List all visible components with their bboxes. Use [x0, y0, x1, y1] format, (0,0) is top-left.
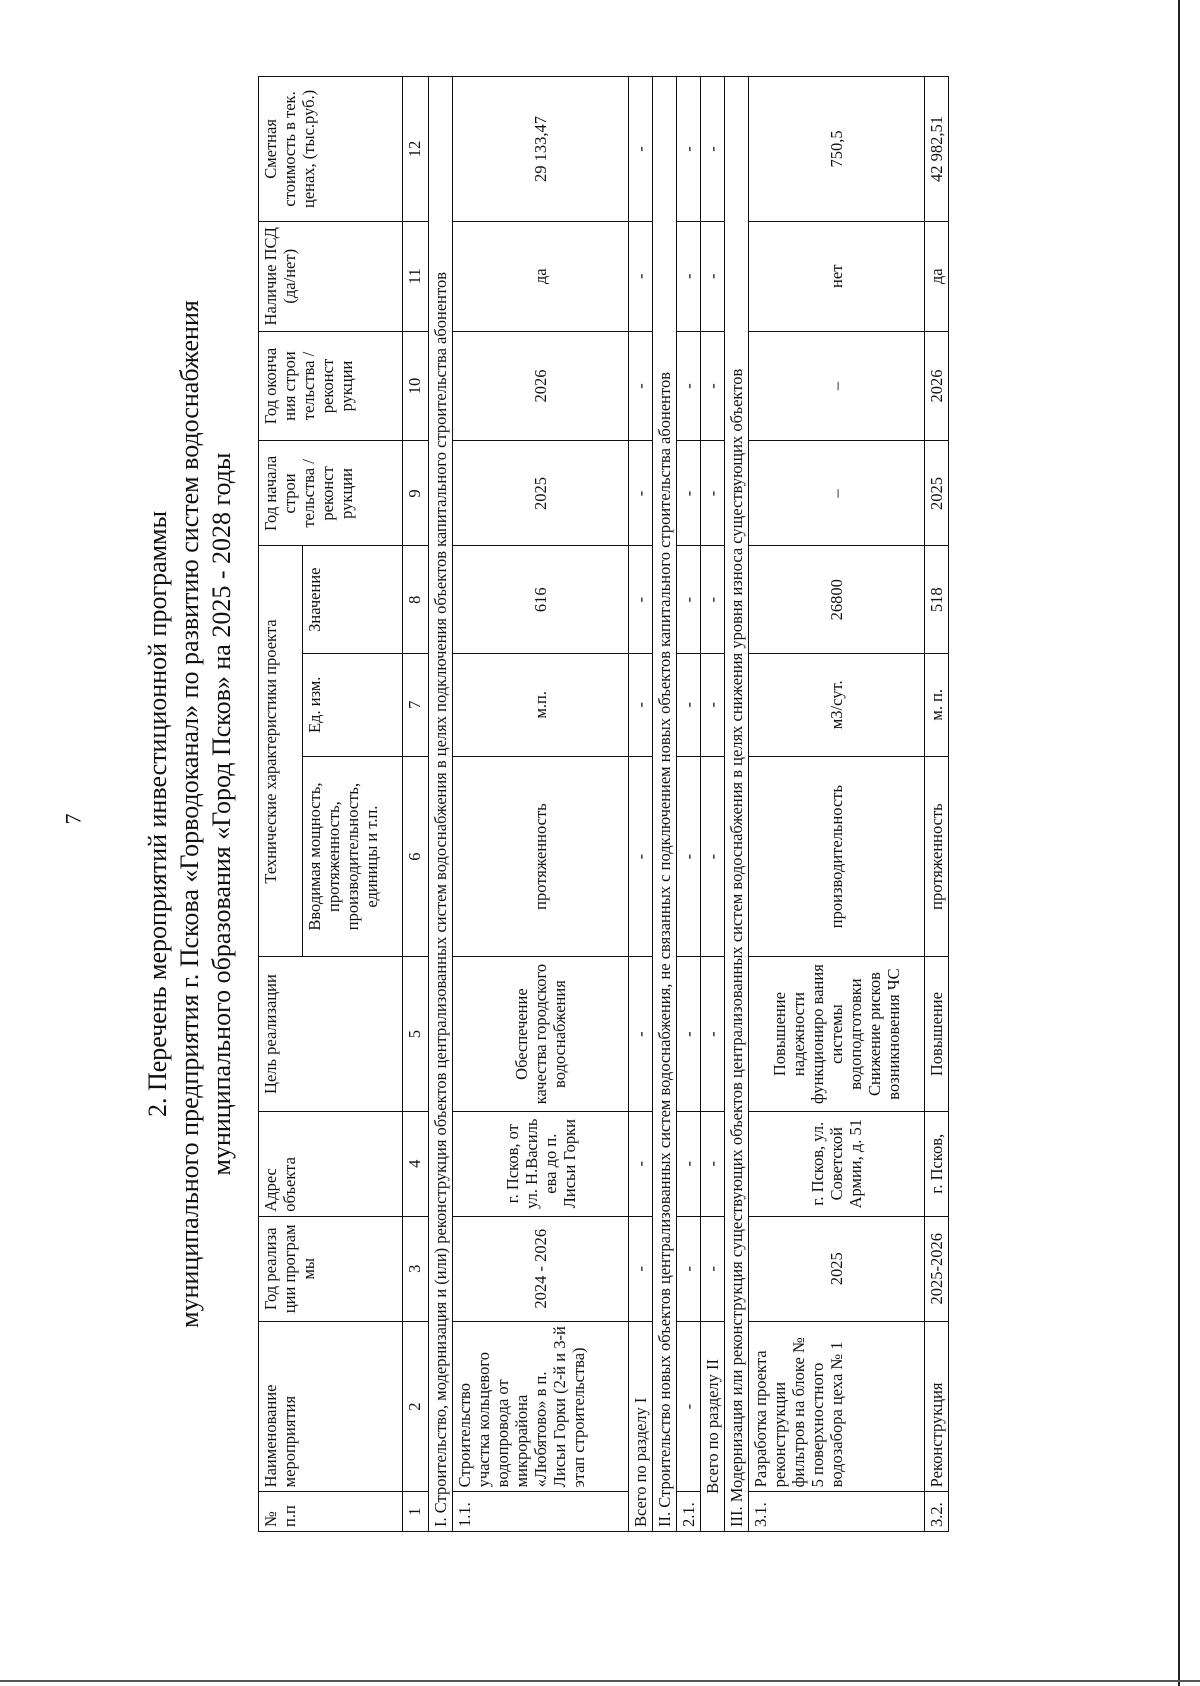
cell-dash: -: [701, 77, 725, 222]
cell-unit: м3/сут.: [749, 653, 925, 756]
cell-dash: -: [701, 331, 725, 441]
cell-dash: -: [677, 546, 701, 653]
cell-dash: -: [677, 1216, 701, 1321]
section-title: II. Строительство новых объектов централизованных систем водоснабжения, не связанных с подключением новых объектов капитального строительства абонентов: [653, 77, 677, 1532]
header-cell: Год оконча ния строи тельства /реконст рукции: [259, 331, 403, 441]
header-cell: Адрес объекта: [259, 1111, 403, 1216]
cell-dash: -: [677, 653, 701, 756]
cell-address: г. Псков, от ул. Н.Василь ева до п. Лисьи Горки: [453, 1111, 629, 1216]
cell-dash: -: [677, 221, 701, 331]
cell-psd: да: [453, 221, 629, 331]
cell-dash: -: [701, 957, 725, 1111]
header-cell: Сметная стоимость в тек. ценах, (тыс.руб.): [259, 77, 403, 222]
cell-address: г. Псков, ул. Советской Армии, д. 51: [749, 1111, 925, 1216]
cell-value: 518: [925, 546, 949, 653]
cell-param: протяженность: [925, 756, 949, 957]
section-row: [429, 77, 453, 1532]
column-number: 10: [403, 331, 429, 441]
header-cell: Вводимая мощность, протяженность, производительность, единицы и т.п.: [303, 756, 403, 957]
cell-end: 2026: [453, 331, 629, 441]
cell-cost: 750,5: [749, 77, 925, 222]
cell-goal: Повышение: [925, 957, 949, 1111]
header-cell: Год начала строи тельства /реконст рукции: [259, 441, 403, 546]
cell-end: –: [749, 331, 925, 441]
section-row: [653, 77, 677, 1532]
cell-value: 26800: [749, 546, 925, 653]
cell-address: г. Псков,: [925, 1111, 949, 1216]
header-cell: № п.п: [259, 1492, 403, 1532]
cell-dash: -: [701, 441, 725, 546]
cell-start: –: [749, 441, 925, 546]
header-cell: Технические характеристики проекта: [259, 546, 303, 957]
cell-psd: да: [925, 221, 949, 331]
table-row: [925, 77, 949, 1532]
section-row: [725, 77, 749, 1532]
cell-dash: -: [677, 77, 701, 222]
cell-dash: -: [677, 1321, 701, 1491]
cell-dash: -: [629, 653, 653, 756]
column-number: 12: [403, 77, 429, 222]
cell-end: 2026: [925, 331, 949, 441]
column-number: 8: [403, 546, 429, 653]
cell-unit: м. п.: [925, 653, 949, 756]
cell-unit: м.п.: [453, 653, 629, 756]
cell-dash: -: [629, 957, 653, 1111]
cell-dash: -: [677, 441, 701, 546]
column-number: 4: [403, 1111, 429, 1216]
column-number-row: [403, 77, 429, 1532]
measures-table: [258, 76, 949, 1532]
table-row: [677, 77, 701, 1532]
header-cell: Год реализа ции програм мы: [259, 1216, 403, 1321]
cell-goal: Обеспечение качества городского водоснабжения: [453, 957, 629, 1111]
total-row: [629, 77, 653, 1532]
cell-start: 2025: [925, 441, 949, 546]
cell-dash: -: [629, 546, 653, 653]
scan-edge: [0, 1680, 1200, 1682]
heading-line: 2. Перечень мероприятий инвестиционной программы: [143, 510, 172, 1118]
cell-dash: -: [701, 546, 725, 653]
total-label: Всего по разделу II: [701, 1321, 725, 1531]
cell-cost: 42 982,51: [925, 77, 949, 222]
header-cell: Цель реализации: [259, 957, 403, 1111]
cell-dash: -: [629, 77, 653, 222]
cell-no: 3.2.: [925, 1492, 949, 1532]
cell-name: Реконструкция: [925, 1321, 949, 1491]
cell-dash: -: [629, 331, 653, 441]
rotated-page-content: [134, 70, 1200, 1558]
section-title: I. Строительство, модернизация и (или) реконструкция объектов централизованных систем водоснабжения в целях подключения объектов капитального строительства абонентов: [429, 77, 453, 1532]
header-cell: Значение: [303, 546, 403, 653]
column-number: 6: [403, 756, 429, 957]
cell-value: 616: [453, 546, 629, 653]
cell-dash: -: [701, 1111, 725, 1216]
cell-no: 3.1.: [749, 1492, 925, 1532]
table-row: [453, 77, 629, 1532]
cell-dash: -: [701, 1216, 725, 1321]
cell-no: 2.1.: [677, 1492, 701, 1532]
cell-start: 2025: [453, 441, 629, 546]
column-number: 11: [403, 221, 429, 331]
cell-dash: -: [629, 1111, 653, 1216]
column-number: 3: [403, 1216, 429, 1321]
cell-year: 2025: [749, 1216, 925, 1321]
cell-no: 1.1.: [453, 1492, 629, 1532]
cell-cost: 29 133,47: [453, 77, 629, 222]
cell-year: 2025-2026: [925, 1216, 949, 1321]
cell-dash: -: [677, 331, 701, 441]
cell-dash: -: [701, 653, 725, 756]
page-number: 7: [60, 813, 86, 825]
cell-dash: -: [629, 441, 653, 546]
column-number: 7: [403, 653, 429, 756]
cell-dash: -: [677, 1111, 701, 1216]
cell-dash: -: [629, 1216, 653, 1321]
table-row: [749, 77, 925, 1532]
heading-line: муниципального образования «Город Псков» на 2025 - 2028 годы: [207, 452, 236, 1176]
cell-goal: Повышение надежности функциониро вания системы водоподготовки Снижение рисков возникновения ЧС: [749, 957, 925, 1111]
header-cell: Наименование мероприятия: [259, 1321, 403, 1491]
cell-year: 2024 - 2026: [453, 1216, 629, 1321]
cell-dash: -: [677, 756, 701, 957]
cell-dash: -: [677, 957, 701, 1111]
total-row: [701, 77, 725, 1532]
total-label: Всего по разделу I: [629, 1321, 653, 1531]
document-heading: [142, 70, 238, 1558]
header-cell: Наличие ПСД (да/нет): [259, 221, 403, 331]
cell-dash: -: [629, 221, 653, 331]
cell-dash: -: [701, 221, 725, 331]
cell-dash: -: [701, 756, 725, 957]
column-number: 1: [403, 1492, 429, 1532]
cell-dash: -: [629, 756, 653, 957]
header-cell: Ед. изм.: [303, 653, 403, 756]
column-number: 5: [403, 957, 429, 1111]
cell-name: Разработка проекта реконструкции фильтров на блоке № 5 поверхностного водозабора цеха № 1: [749, 1321, 925, 1491]
column-number: 2: [403, 1321, 429, 1491]
section-title: III. Модернизация или реконструкция существующих объектов централизованных систем водоснабжения в целях снижения уровня износа существующих объектов: [725, 77, 749, 1532]
column-number: 9: [403, 441, 429, 546]
cell-name: Строительство участка кольцевого водопровода от микрорайона «Любятово» в п. Лисьи Горки (2-й и 3-й этап строительства): [453, 1321, 629, 1491]
cell-param: протяженность: [453, 756, 629, 957]
cell-psd: нет: [749, 221, 925, 331]
cell-param: производительность: [749, 756, 925, 957]
heading-line: муниципального предприятия г. Пскова «Горводоканал» по развитию систем водоснабжения: [175, 300, 204, 1328]
header-row: [259, 77, 303, 1532]
